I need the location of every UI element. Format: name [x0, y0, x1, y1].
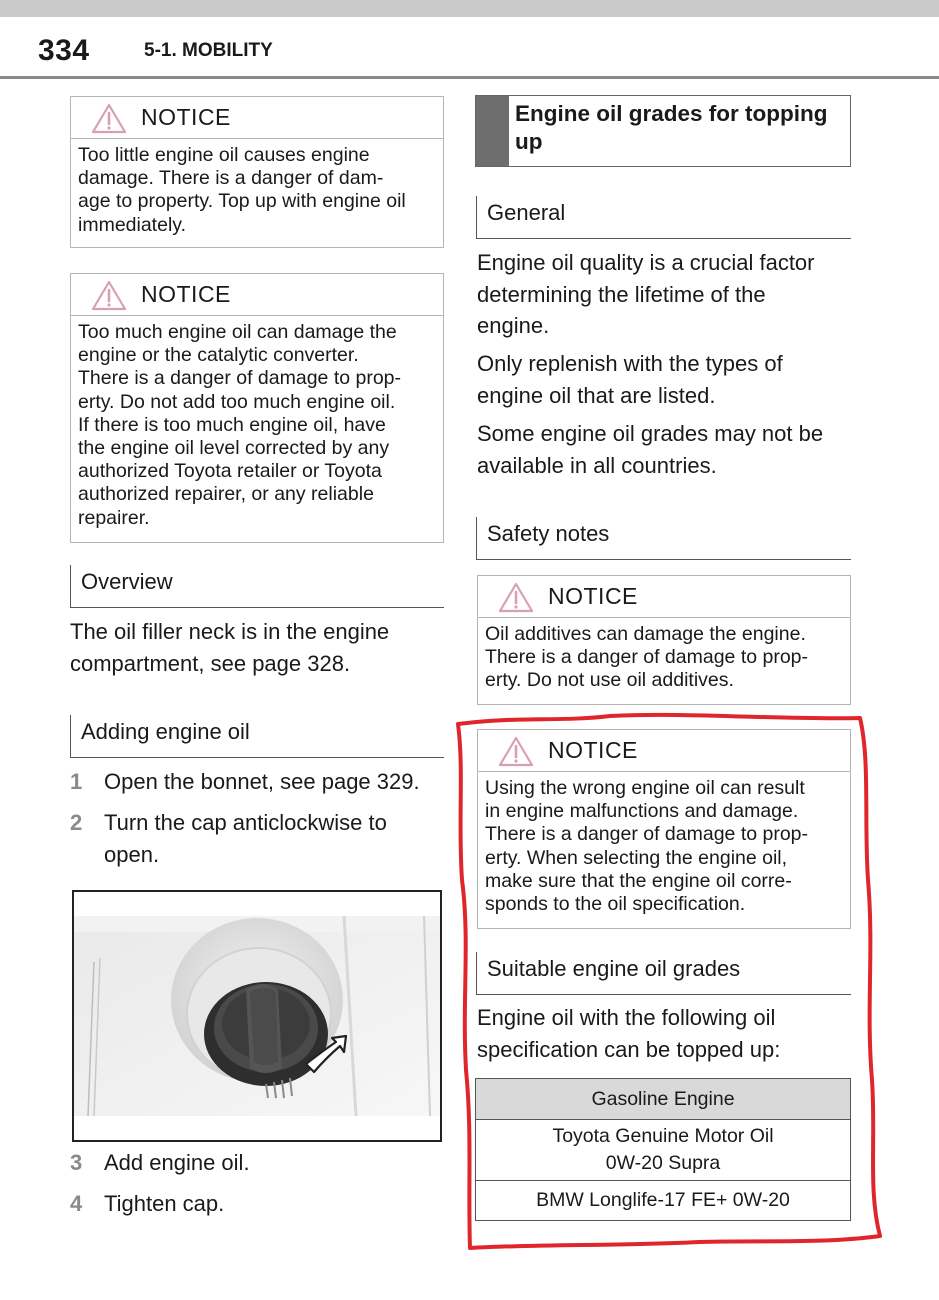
notice-line: Using the wrong engine oil can result [485, 777, 805, 799]
overview-heading: Overview [70, 565, 444, 608]
notice-title: NOTICE [141, 281, 231, 307]
notice-line: Oil additives can damage the engine. [485, 623, 806, 645]
table-header-row [476, 1079, 851, 1120]
warning-triangle-icon [498, 581, 534, 613]
general-para-2 [477, 348, 851, 411]
notice-wrong-oil [477, 729, 851, 929]
step-3 [70, 1147, 444, 1179]
text-line: Engine oil quality is a crucial factor [477, 250, 815, 275]
notice-title: NOTICE [548, 737, 638, 763]
text-line: determining the lifetime of the [477, 281, 766, 307]
warning-triangle-icon [91, 102, 127, 134]
notice-line: the engine oil level corrected by any [78, 437, 390, 460]
notice-line: Too much engine oil can damage the [78, 321, 397, 343]
general-heading: General [476, 196, 851, 239]
text-line: Engine oil with the following oil [477, 1005, 776, 1030]
notice-line: engine or the catalytic converter. [78, 344, 359, 367]
notice-body [478, 618, 850, 701]
notice-line: in engine malfunctions and damage. [485, 800, 799, 823]
general-para-3 [477, 418, 851, 481]
cell-line: Toyota Genuine Motor Oil [552, 1125, 774, 1147]
suitable-grades-heading: Suitable engine oil grades [476, 952, 851, 995]
notice-too-much-oil [70, 273, 444, 543]
notice-line: If there is too much engine oil, have [78, 413, 386, 436]
table-row [476, 1120, 851, 1181]
notice-line: make sure that the engine oil corre- [485, 869, 792, 892]
table-cell: BMW Longlife-17 FE+ 0W-20 [476, 1181, 851, 1221]
general-para-1 [477, 247, 851, 342]
notice-line: repairer. [78, 506, 150, 529]
warning-triangle-icon [498, 735, 534, 767]
text-line: The oil filler neck is in the engine [70, 619, 390, 644]
notice-oil-additives [477, 575, 851, 705]
oil-filler-cap-photo [72, 890, 442, 1142]
notice-header [71, 97, 443, 139]
top-gray-bar [0, 0, 939, 17]
title-line: Engine oil grades for topping [515, 101, 828, 126]
notice-line: authorized repairer, or any reliable [78, 483, 374, 506]
step-text [104, 807, 387, 870]
notice-body [71, 316, 443, 538]
step-line: Turn the cap anticlockwise to [104, 810, 387, 835]
chapter-title-box [475, 95, 851, 167]
oil-grades-table [475, 1078, 851, 1221]
suitable-grades-text [477, 1002, 851, 1065]
step-number: 2 [70, 810, 83, 835]
notice-line: erty. Do not use oil additives. [485, 669, 734, 692]
step-number: 3 [70, 1150, 83, 1175]
notice-line: erty. When selecting the engine oil, [485, 846, 788, 869]
step-number: 1 [70, 769, 83, 794]
notice-line: There is a danger of damage to prop- [485, 823, 809, 846]
notice-header [478, 576, 850, 618]
step-text: Open the bonnet, see page 329. [104, 769, 420, 794]
title-line: up [515, 129, 543, 154]
cell-line: 0W-20 Supra [605, 1152, 721, 1174]
step-1 [70, 766, 444, 798]
section-title: 5-1. MOBILITY [144, 40, 273, 61]
step-2 [70, 807, 444, 871]
notice-line: immediately. [78, 213, 187, 236]
text-line: compartment, see page 328. [70, 650, 351, 676]
text-line: engine. [477, 313, 550, 338]
text-line: available in all countries. [477, 452, 717, 478]
notice-line: sponds to the oil specification. [485, 893, 746, 916]
header-rule [0, 76, 939, 79]
table-cell [476, 1120, 851, 1181]
warning-triangle-icon [91, 279, 127, 311]
notice-line: There is a danger of damage to prop- [485, 646, 809, 669]
notice-title: NOTICE [548, 583, 638, 609]
page-number: 334 [38, 34, 90, 67]
step-text: Add engine oil. [104, 1150, 250, 1175]
notice-header [71, 274, 443, 316]
chapter-title [509, 96, 828, 166]
step-text: Tighten cap. [104, 1191, 225, 1216]
notice-title: NOTICE [141, 104, 231, 130]
text-line: Some engine oil grades may not be [477, 421, 824, 446]
notice-line: damage. There is a danger of dam- [78, 167, 384, 190]
notice-line: erty. Do not add too much engine oil. [78, 390, 396, 413]
title-accent-bar [476, 96, 509, 166]
notice-body [478, 772, 850, 924]
table-row [476, 1181, 851, 1221]
notice-body [71, 139, 443, 245]
step-number: 4 [70, 1191, 83, 1216]
notice-line: authorized Toyota retailer or Toyota [78, 460, 382, 483]
text-line: Only replenish with the types of [477, 351, 783, 376]
text-line: specification can be topped up: [477, 1036, 781, 1062]
overview-text [70, 616, 444, 679]
safety-notes-heading: Safety notes [476, 517, 851, 560]
adding-oil-heading: Adding engine oil [70, 715, 444, 758]
notice-line: age to property. Top up with engine oil [78, 190, 406, 213]
notice-line: Too little engine oil causes engine [78, 144, 370, 166]
table-header-cell: Gasoline Engine [476, 1079, 851, 1120]
oil-cap-illustration [74, 892, 440, 1140]
step-line: open. [104, 841, 160, 867]
notice-header [478, 730, 850, 772]
notice-too-little-oil [70, 96, 444, 248]
step-4 [70, 1188, 444, 1220]
text-line: engine oil that are listed. [477, 382, 716, 408]
notice-line: There is a danger of damage to prop- [78, 367, 402, 390]
